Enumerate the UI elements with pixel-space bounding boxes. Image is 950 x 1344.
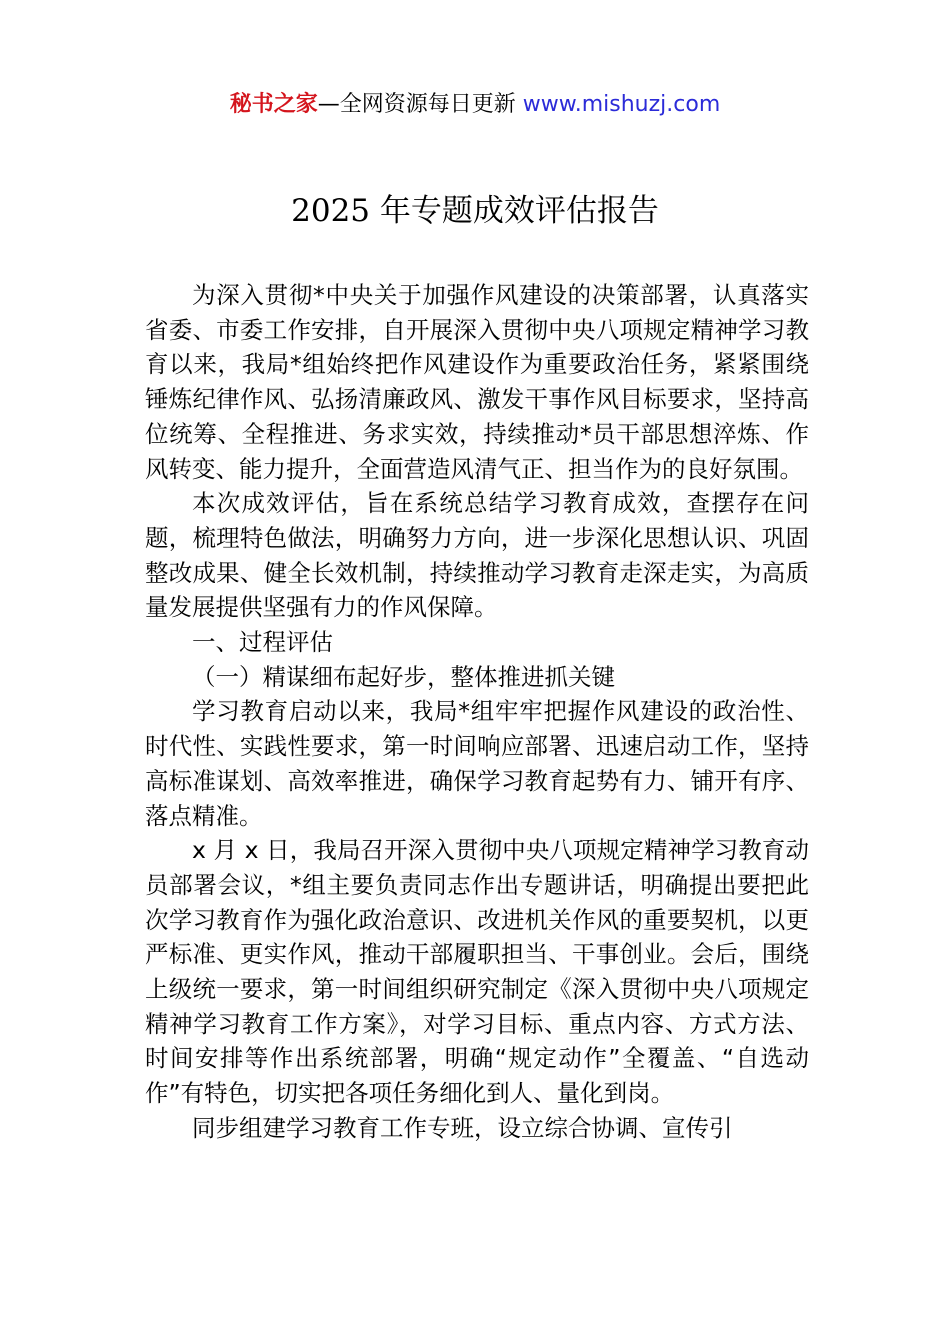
document-title: 2025 年专题成效评估报告 bbox=[291, 193, 659, 229]
body-paragraph: 同步组建学习教育工作专班，设立综合协调、宣传引 bbox=[192, 1113, 733, 1142]
purpose-paragraph: 本次成效评估，旨在系统总结学习教育成效，查摆存在问题，梳理特色做法，明确努力方向，进一步深化思想认识、巩固整改成果、健全长效机制，持续推动学习教育走深走实，为高质量发展提供坚强有力的作风保障。 bbox=[145, 489, 809, 622]
document-body bbox=[145, 278, 809, 1146]
site-header bbox=[0, 88, 950, 122]
intro-paragraph: 为深入贯彻*中央关于加强作风建设的决策部署，认真落实省委、市委工作安排，自开展深入贯彻中央八项规定精神学习教育以来，我局*组始终把作风建设作为重要政治任务，紧紧围绕锤炼纪律作风、弘扬清廉政风、激发干事作风目标要求，坚持高位统筹、全程推进、务求实效，持续推动*员干部思想淬炼、作风转变、能力提升，全面营造风清气正、担当作为的良好氛围。 bbox=[145, 281, 809, 483]
header-tagline: —全网资源每日更新 bbox=[317, 92, 523, 117]
body-paragraph: 学习教育启动以来，我局*组牢牢把握作风建设的政治性、时代性、实践性要求，第一时间响应部署、迅速启动工作，坚持高标准谋划、高效率推进，确保学习教育起势有力、铺开有序、落点精准。 bbox=[145, 697, 809, 830]
brand-name: 秘书之家 bbox=[229, 92, 318, 117]
site-url-link[interactable]: www.mishuzj.com bbox=[522, 92, 721, 117]
body-paragraph: x 月 x 日，我局召开深入贯彻中央八项规定精神学习教育动员部署会议，*组主要负责同志作出专题讲话，明确提出要把此次学习教育作为强化政治意识、改进机关作风的重要契机，以更严标准、更实作风，推动干部履职担当、干事创业。会后，围绕上级统一要求，第一时间组织研究制定《深入贯彻中央八项规定精神学习教育工作方案》，对学习目标、重点内容、方式方法、时间安排等作出系统部署，明确“规定动作”全覆盖、“自选动作”有特色，切实把各项任务细化到人、量化到岗。 bbox=[145, 836, 809, 1108]
section-heading: 一、过程评估 bbox=[192, 628, 333, 657]
subsection-heading: （一）精谋细布起好步，整体推进抓关键 bbox=[192, 662, 615, 691]
